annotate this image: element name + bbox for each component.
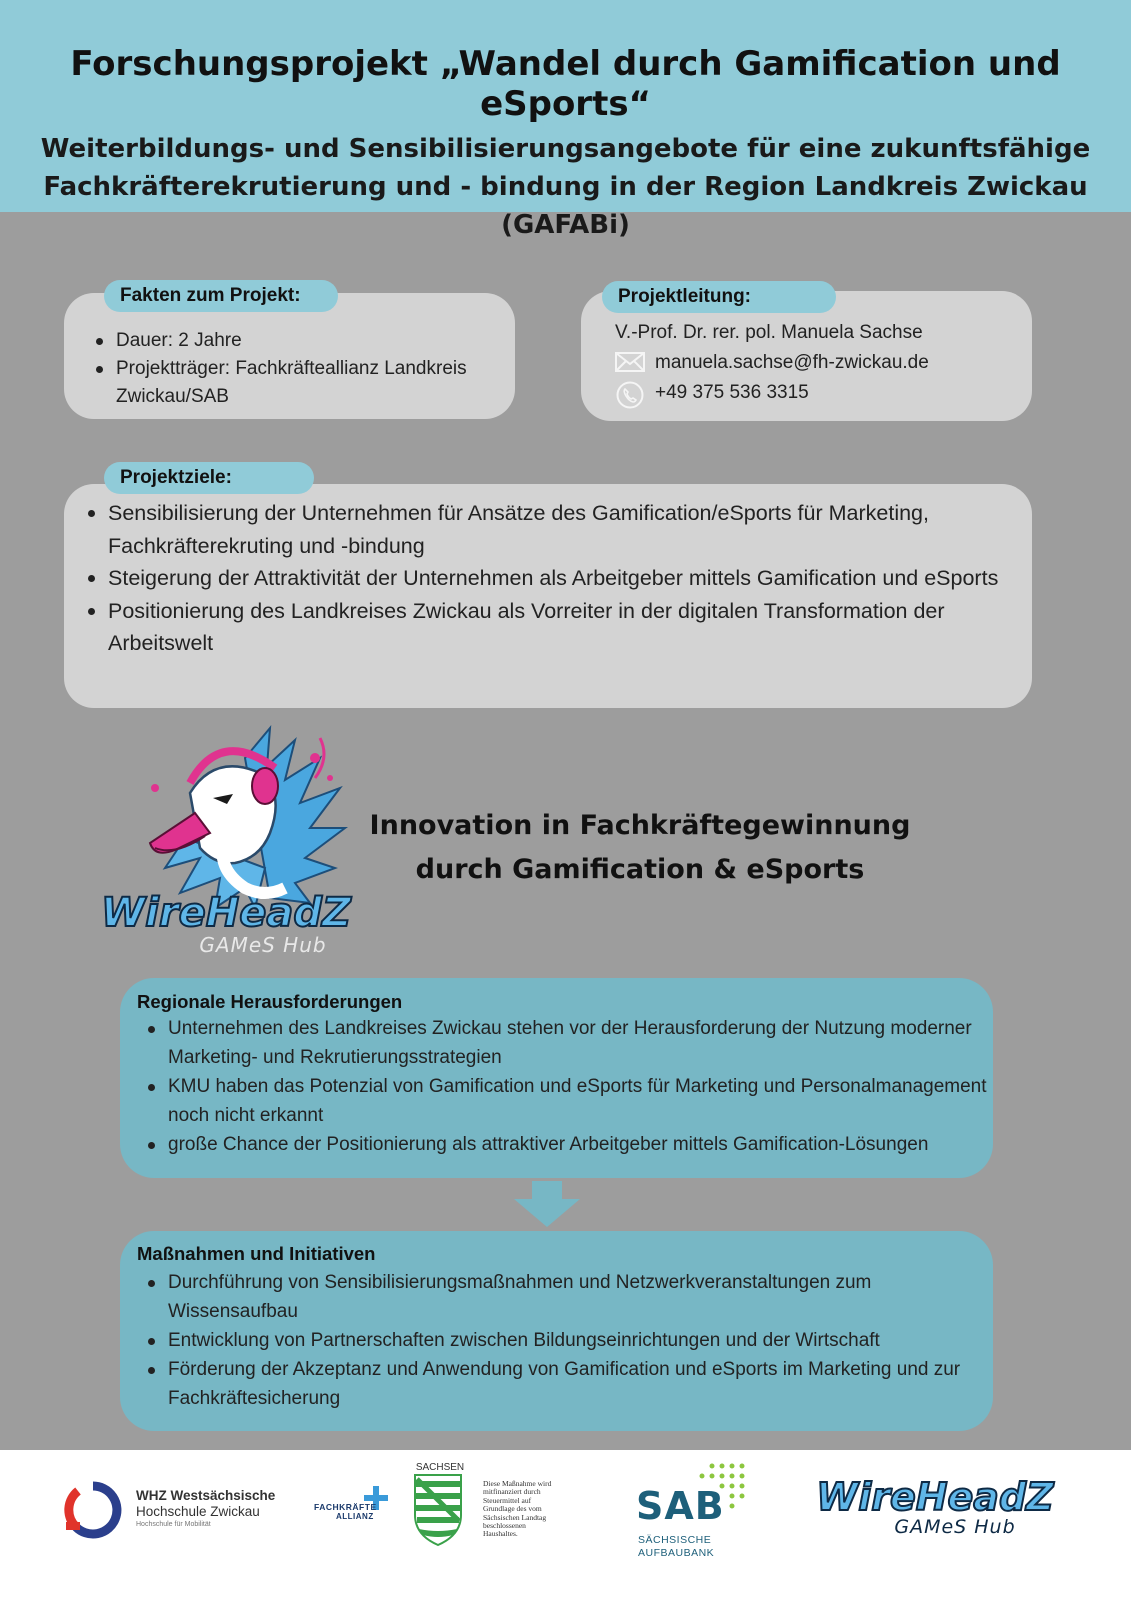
goals-item: Steigerung der Attraktivität der Unternehmen als Arbeitgeber mittels Gamification und eSports bbox=[84, 562, 1004, 595]
lead-phone-row bbox=[615, 378, 929, 408]
challenges-item: große Chance der Positionierung als attraktiver Arbeitgeber mittels Gamification-Lösungen bbox=[144, 1130, 989, 1159]
goals-box bbox=[64, 484, 1032, 708]
measures-list bbox=[144, 1268, 989, 1413]
header-banner bbox=[0, 0, 1131, 240]
page-subtitle bbox=[0, 130, 1131, 244]
subtitle-line-1: Weiterbildungs- und Sensibilisierungsangebote für eine zukunftsfähige bbox=[40, 134, 1091, 164]
sachsen-label: SACHSEN bbox=[415, 1462, 465, 1473]
phone-icon bbox=[615, 381, 645, 405]
goals-item: Positionierung des Landkreises Zwickau als Vorreiter in der digitalen Transformation der Arbeitswelt bbox=[84, 595, 1004, 660]
sab-text bbox=[638, 1534, 714, 1560]
facts-item: Dauer: 2 Jahre bbox=[92, 327, 502, 355]
whz-line-2: Hochschule Zwickau bbox=[136, 1504, 260, 1519]
measures-item: Förderung der Akzeptanz und Anwendung von Gamification und eSports im Marketing und zur Fachkräftesicherung bbox=[144, 1355, 989, 1413]
wireheadz-footer-logo bbox=[812, 1472, 1062, 1542]
goals-list bbox=[84, 497, 1004, 660]
facts-item: Projektträger: Fachkräfteallianz Landkreis Zwickau/SAB bbox=[92, 355, 502, 411]
measures-item: Entwicklung von Partnerschaften zwischen Bildungseinrichtungen und der Wirtschaft bbox=[144, 1326, 989, 1355]
goals-item: Sensibilisierung der Unternehmen für Ansätze des Gamification/eSports für Marketing, Fachkräfterekruting und -bindung bbox=[84, 497, 1004, 562]
whz-line-1: WHZ Westsächsische bbox=[136, 1488, 276, 1503]
fachkraefte-allianz-logo bbox=[314, 1488, 394, 1528]
tagline-line-1: Innovation in Fachkräftegewinnung bbox=[369, 810, 911, 841]
tagline-line-2: durch Gamification & eSports bbox=[415, 854, 865, 885]
sab-logo bbox=[636, 1460, 766, 1570]
envelope-icon bbox=[615, 351, 645, 375]
lead-email-row bbox=[615, 348, 929, 378]
sab-short: SAB bbox=[636, 1484, 725, 1528]
lead-name: V.-Prof. Dr. rer. pol. Manuela Sachse bbox=[615, 322, 923, 343]
measures-item: Durchführung von Sensibilisierungsmaßnahmen und Netzwerkveranstaltungen zum Wissensaufbau bbox=[144, 1268, 989, 1326]
footer-wordmark-sub: GAMeS Hub bbox=[894, 1516, 1016, 1538]
subtitle-line-3: (GAFABi) bbox=[501, 210, 630, 240]
sab-line-2: AUFBAUBANK bbox=[638, 1547, 715, 1559]
allianz-line-2: ALLIANZ bbox=[336, 1512, 374, 1521]
lead-phone[interactable]: +49 375 536 3315 bbox=[655, 382, 809, 403]
whz-logo bbox=[62, 1480, 302, 1540]
tagline bbox=[340, 804, 940, 892]
footer-logos bbox=[0, 1450, 1131, 1600]
mascot-sub: GAMeS Hub bbox=[199, 933, 327, 957]
funding-note: Diese Maßnahme wird mitfinanziert durch Steuermittel auf Grundlage des vom Sächsischen Landtag beschlossenen Haushaltes. bbox=[483, 1479, 552, 1539]
challenges-item: Unternehmen des Landkreises Zwickau stehen vor der Herausforderung der Nutzung moderner Marketing- und Rekrutierungsstrategien bbox=[144, 1014, 989, 1072]
facts-list bbox=[92, 327, 502, 411]
mascot-wordmark: WireHeadZ bbox=[101, 890, 351, 936]
facts-label: Fakten zum Projekt: bbox=[104, 280, 338, 312]
challenges-box bbox=[120, 978, 993, 1178]
down-arrow-icon bbox=[512, 1181, 582, 1229]
sachsen-coat-of-arms-icon bbox=[413, 1473, 463, 1547]
measures-title: Maßnahmen und Initiativen bbox=[137, 1243, 376, 1264]
sab-line-1: SÄCHSISCHE bbox=[638, 1534, 712, 1546]
goals-label: Projektziele: bbox=[104, 462, 314, 494]
lead-label: Projektleitung: bbox=[602, 281, 836, 313]
footer-wordmark: WireHeadZ bbox=[816, 1475, 1054, 1519]
swan-gamer-illustration bbox=[95, 718, 357, 958]
lead-email[interactable]: manuela.sachse@fh-zwickau.de bbox=[655, 352, 929, 373]
measures-box bbox=[120, 1231, 993, 1431]
page-title: Forschungsprojekt „Wandel durch Gamification und eSports“ bbox=[70, 44, 1061, 124]
challenges-list bbox=[144, 1014, 989, 1159]
sachsen-logo bbox=[410, 1462, 470, 1552]
challenges-title: Regionale Herausforderungen bbox=[137, 991, 403, 1012]
wireheadz-mascot-logo bbox=[95, 718, 357, 958]
challenges-item: KMU haben das Potenzial von Gamification und eSports für Marketing und Personalmanagement noch nicht erkannt bbox=[144, 1072, 989, 1130]
whz-line-3: Hochschule für Mobilität bbox=[136, 1521, 211, 1528]
whz-ring-icon bbox=[62, 1480, 124, 1540]
subtitle-line-2: Fachkräfterekrutierung und - bindung in der Region Landkreis Zwickau bbox=[43, 172, 1088, 202]
allianz-line-1: FACHKRÄFTE bbox=[314, 1502, 377, 1512]
